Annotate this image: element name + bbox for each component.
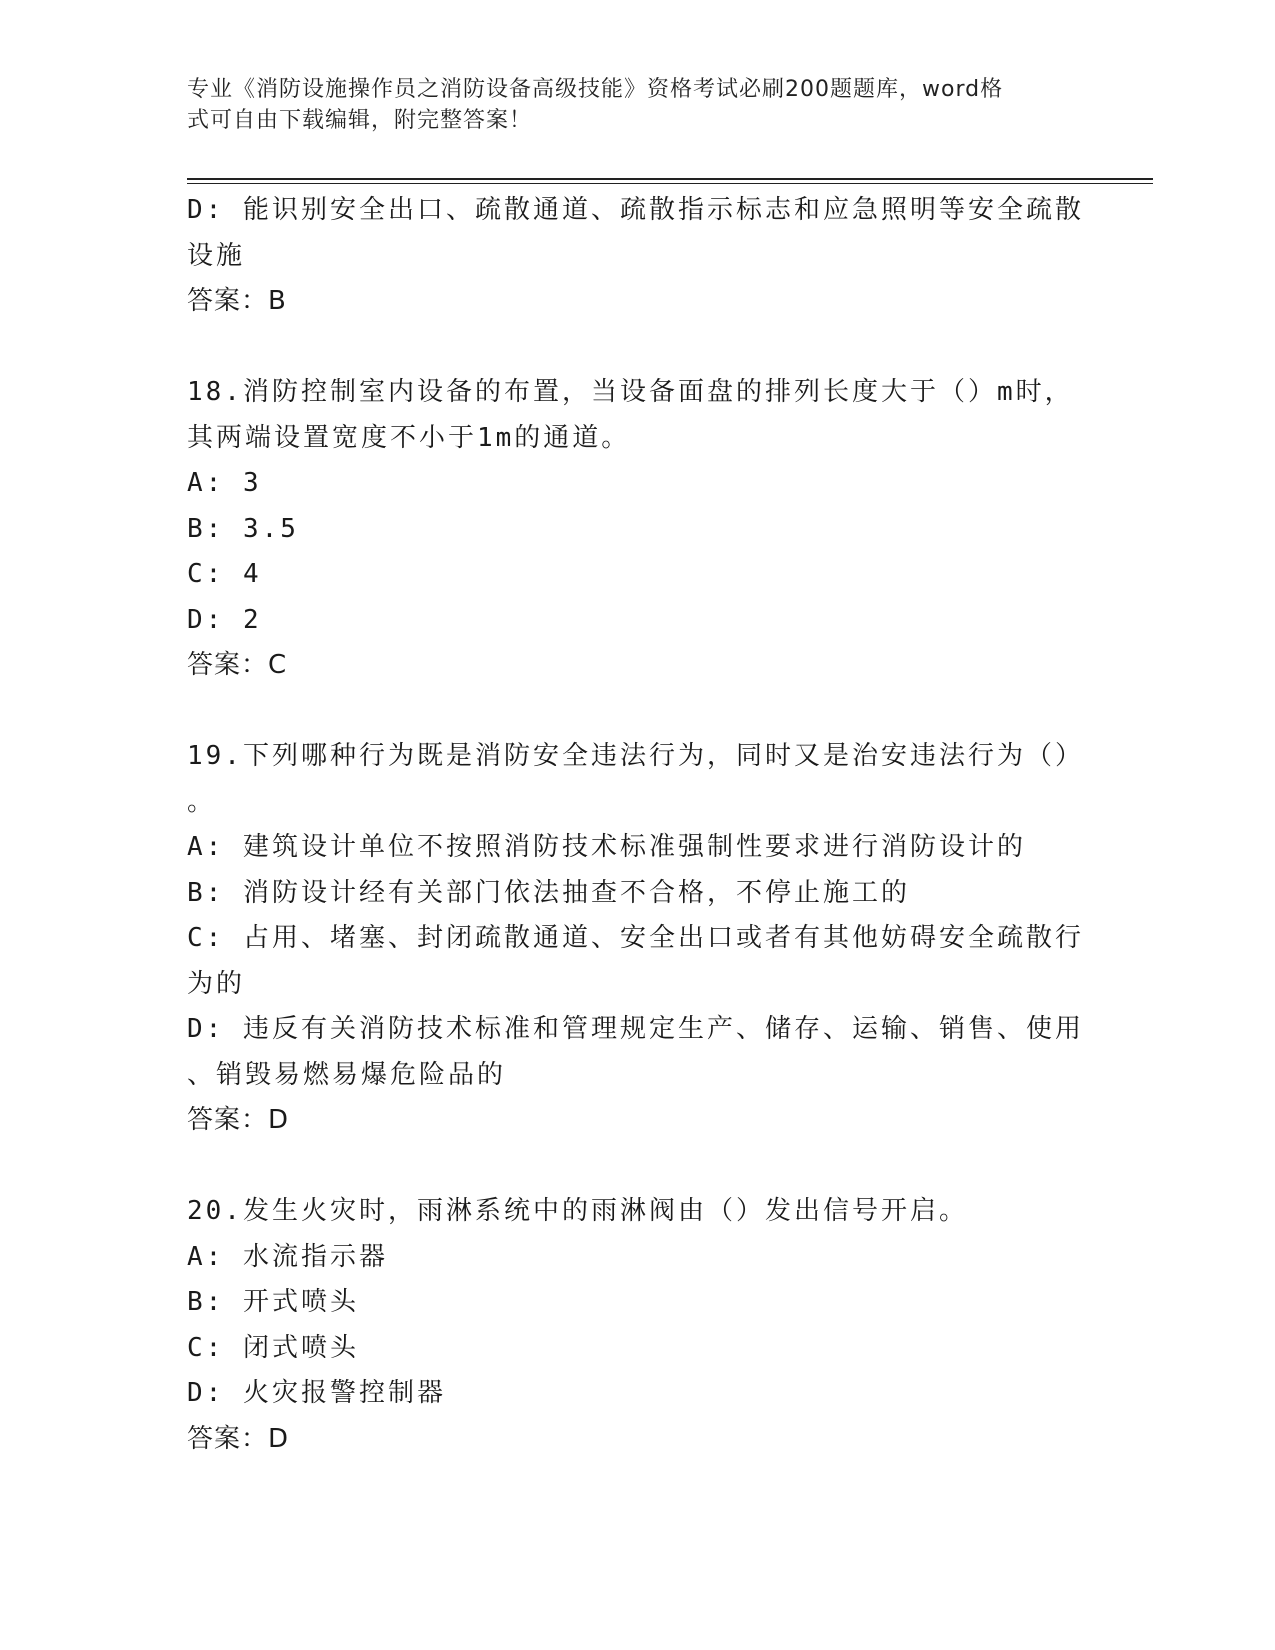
option-d-continued: 设施 [187, 240, 246, 271]
option-a: A: 3 [187, 468, 262, 498]
answer: 答案：D [187, 1423, 290, 1454]
option-b: B: 3.5 [187, 513, 299, 544]
header-divider-thin [187, 183, 1153, 184]
option-c-continued: 为的 [187, 968, 246, 999]
header-line-2: 式可自由下载编辑，附完整答案！ [187, 108, 533, 133]
question-stem-continued: 。 [187, 786, 217, 817]
option-b: B: 开式喷头 [187, 1287, 359, 1317]
spacer [187, 325, 1087, 371]
option-c: C: 闭式喷头 [187, 1332, 359, 1363]
option-d: D: 违反有关消防技术标准和管理规定生产、储存、运输、销售、使用 [187, 1014, 1084, 1044]
answer: 答案：C [187, 650, 288, 680]
option-a: A: 建筑设计单位不按照消防技术标准强制性要求进行消防设计的 [187, 832, 1026, 862]
question-stem-continued: 其两端设置宽度不小于1m的通道。 [187, 422, 631, 453]
question-stem: 19.下列哪种行为既是消防安全违法行为，同时又是治安违法行为（） [187, 741, 1084, 771]
question-18 [187, 370, 1087, 689]
question-list [187, 188, 1087, 1462]
question-stem: 18.消防控制室内设备的布置，当设备面盘的排列长度大于（）m时， [187, 377, 1074, 407]
option-d: D: 能识别安全出口、疏散通道、疏散指示标志和应急照明等安全疏散 [187, 195, 1084, 225]
document-header [187, 74, 1067, 136]
option-c: C: 占用、堵塞、封闭疏散通道、安全出口或者有其他妨碍安全疏散行 [187, 923, 1084, 953]
question-20 [187, 1189, 1087, 1462]
question-stem: 20.发生火灾时，雨淋系统中的雨淋阀由（）发出信号开启。 [187, 1196, 968, 1226]
question-19 [187, 734, 1087, 1144]
option-c: C: 4 [187, 559, 262, 589]
option-a: A: 水流指示器 [187, 1241, 388, 1272]
answer: 答案：D [187, 1105, 290, 1135]
header-line-1: 专业《消防设施操作员之消防设备高级技能》资格考试必刷200题题库，word格 [187, 77, 1004, 102]
header-divider-thick [187, 178, 1153, 180]
option-d-continued: 、销毁易燃易爆危险品的 [187, 1059, 507, 1090]
answer: 答案：B [187, 286, 287, 316]
previous-question-tail [187, 188, 1087, 325]
spacer [187, 1144, 1087, 1190]
option-b: B: 消防设计经有关部门依法抽查不合格，不停止施工的 [187, 877, 910, 908]
spacer [187, 689, 1087, 735]
option-d: D: 2 [187, 604, 262, 635]
option-d: D: 火灾报警控制器 [187, 1378, 446, 1408]
